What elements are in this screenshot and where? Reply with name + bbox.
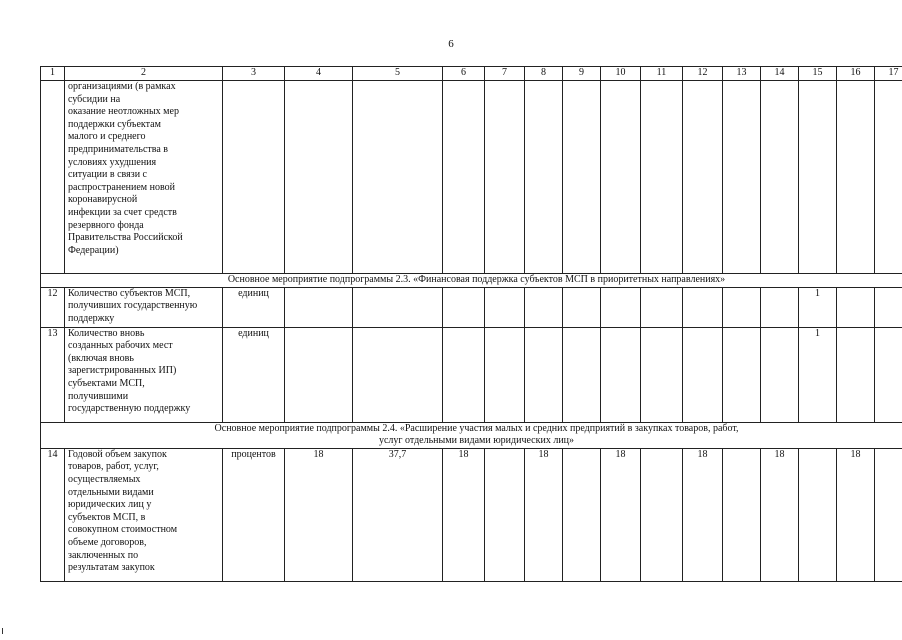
value-cell bbox=[641, 287, 683, 327]
value-cell: 18 bbox=[285, 448, 353, 581]
row-number-cell: 12 bbox=[41, 287, 65, 327]
row-number-cell: 13 bbox=[41, 327, 65, 422]
value-cell bbox=[601, 81, 641, 274]
indicator-text-line: заключенных по bbox=[68, 549, 139, 561]
section-row bbox=[41, 274, 902, 288]
section-row bbox=[41, 422, 902, 448]
value-cell bbox=[353, 81, 443, 274]
row-number-cell bbox=[41, 81, 65, 274]
value-cell: 37,7 bbox=[353, 448, 443, 581]
indicator-text-line: государственную поддержку bbox=[68, 403, 191, 415]
value-cell: 18 bbox=[601, 448, 641, 581]
value-cell: 1 bbox=[799, 287, 837, 327]
scan-margin-mark bbox=[2, 628, 3, 634]
column-header: 4 bbox=[285, 67, 353, 81]
column-header: 6 bbox=[443, 67, 485, 81]
value-cell bbox=[683, 327, 723, 422]
indicator-name-cell bbox=[65, 448, 223, 581]
indicator-name-cell bbox=[65, 327, 223, 422]
value-cell: 18 bbox=[443, 448, 485, 581]
indicator-text-line: Количество субъектов МСП, bbox=[68, 287, 191, 299]
indicator-text-line: Годовой объем закупок bbox=[68, 448, 167, 460]
table-row bbox=[41, 327, 902, 422]
column-header: 15 bbox=[799, 67, 837, 81]
value-cell: 18 bbox=[683, 448, 723, 581]
value-cell bbox=[485, 327, 525, 422]
value-cell: 1 bbox=[799, 327, 837, 422]
value-cell bbox=[799, 448, 837, 581]
value-cell bbox=[285, 327, 353, 422]
indicator-text-line: ситуации в связи с bbox=[68, 169, 147, 181]
value-cell bbox=[601, 327, 641, 422]
page-number: 6 bbox=[448, 38, 454, 50]
value-cell bbox=[723, 448, 761, 581]
value-cell bbox=[525, 327, 563, 422]
indicator-text-line: малого и среднего bbox=[68, 131, 146, 143]
value-cell bbox=[837, 327, 875, 422]
value-cell bbox=[683, 287, 723, 327]
value-cell bbox=[837, 287, 875, 327]
value-cell bbox=[353, 287, 443, 327]
column-header: 11 bbox=[641, 67, 683, 81]
indicator-text-line: получившими bbox=[68, 390, 129, 402]
value-cell bbox=[525, 287, 563, 327]
column-header: 7 bbox=[485, 67, 525, 81]
value-cell bbox=[683, 81, 723, 274]
indicator-text-line: резервного фонда bbox=[68, 219, 144, 231]
indicator-text-line: юридических лиц у bbox=[68, 499, 152, 511]
value-cell bbox=[799, 81, 837, 274]
column-header: 12 bbox=[683, 67, 723, 81]
row-number-cell: 14 bbox=[41, 448, 65, 581]
value-cell: 18 bbox=[525, 448, 563, 581]
value-cell bbox=[723, 81, 761, 274]
column-header: 14 bbox=[761, 67, 799, 81]
column-header: 1 bbox=[41, 67, 65, 81]
value-cell bbox=[563, 327, 601, 422]
value-cell bbox=[601, 287, 641, 327]
column-header: 5 bbox=[353, 67, 443, 81]
table-row bbox=[41, 287, 902, 327]
indicator-text-line: результатам закупок bbox=[68, 562, 155, 574]
column-header: 2 bbox=[65, 67, 223, 81]
indicator-name-cell bbox=[65, 287, 223, 327]
indicator-text-line: условиях ухудшения bbox=[68, 156, 157, 168]
indicator-text-line: товаров, работ, услуг, bbox=[68, 461, 159, 473]
indicator-text-line: объеме договоров, bbox=[68, 536, 147, 548]
column-header: 10 bbox=[601, 67, 641, 81]
value-cell bbox=[837, 81, 875, 274]
section-title-2-4 bbox=[41, 422, 902, 448]
value-cell bbox=[353, 327, 443, 422]
value-cell bbox=[485, 81, 525, 274]
value-cell bbox=[285, 81, 353, 274]
value-cell bbox=[875, 81, 902, 274]
column-number-row bbox=[41, 67, 902, 81]
indicator-text-line: Федерации) bbox=[68, 244, 119, 256]
unit-cell: единиц bbox=[223, 327, 285, 422]
value-cell: 18 bbox=[761, 448, 799, 581]
indicator-text-line: субъектов МСП, в bbox=[68, 511, 146, 523]
column-header: 9 bbox=[563, 67, 601, 81]
column-header: 3 bbox=[223, 67, 285, 81]
table-row-continued bbox=[41, 81, 902, 274]
indicator-text-line: предпринимательства в bbox=[68, 143, 169, 155]
value-cell bbox=[723, 287, 761, 327]
indicator-text-line: получивших государственную bbox=[68, 300, 198, 312]
section-title-line: Основное мероприятие подпрограммы 2.4. «Расширение участия малых и средних предприятий в закупках товаров, работ, bbox=[214, 422, 739, 434]
unit-cell: единиц bbox=[223, 287, 285, 327]
indicator-text-line: субъектами МСП, bbox=[68, 377, 145, 389]
value-cell bbox=[723, 327, 761, 422]
value-cell bbox=[485, 448, 525, 581]
unit-cell: процентов bbox=[223, 448, 285, 581]
value-cell bbox=[563, 81, 601, 274]
indicators-table bbox=[40, 66, 902, 582]
value-cell bbox=[875, 327, 902, 422]
indicator-text-line: созданных рабочих мест bbox=[68, 340, 173, 352]
value-cell bbox=[443, 287, 485, 327]
value-cell bbox=[641, 448, 683, 581]
indicator-text-line: инфекции за счет средств bbox=[68, 206, 177, 218]
value-cell: 18 bbox=[837, 448, 875, 581]
indicator-text-line: коронавирусной bbox=[68, 194, 138, 206]
value-cell bbox=[761, 81, 799, 274]
value-cell bbox=[641, 327, 683, 422]
value-cell bbox=[443, 327, 485, 422]
indicator-text-line: поддержку bbox=[68, 312, 115, 324]
value-cell bbox=[875, 287, 902, 327]
indicator-text-line: Правительства Российской bbox=[68, 232, 183, 244]
column-header: 13 bbox=[723, 67, 761, 81]
indicator-text-line: зарегистрированных ИП) bbox=[68, 365, 177, 377]
value-cell bbox=[761, 327, 799, 422]
value-cell bbox=[285, 287, 353, 327]
indicator-text-line: осуществляемых bbox=[68, 473, 141, 485]
value-cell bbox=[485, 287, 525, 327]
section-title-line: услуг отдельными видами юридических лиц» bbox=[378, 435, 575, 447]
indicator-text-line: оказание неотложных мер bbox=[68, 106, 179, 118]
indicator-text-line: организациями (в рамках bbox=[68, 81, 176, 92]
column-header: 17 bbox=[875, 67, 902, 81]
indicator-text-line: отдельными видами bbox=[68, 486, 154, 498]
value-cell bbox=[525, 81, 563, 274]
indicator-name-cell bbox=[65, 81, 223, 274]
column-header: 8 bbox=[525, 67, 563, 81]
indicator-text-line: распространением новой bbox=[68, 181, 175, 193]
value-cell bbox=[563, 287, 601, 327]
value-cell bbox=[563, 448, 601, 581]
value-cell bbox=[443, 81, 485, 274]
indicator-text-line: Количество вновь bbox=[68, 327, 145, 339]
indicator-text-line: совокупном стоимостном bbox=[68, 524, 178, 536]
value-cell bbox=[641, 81, 683, 274]
indicator-text-line: субсидии на bbox=[68, 93, 121, 105]
unit-cell bbox=[223, 81, 285, 274]
table-row bbox=[41, 448, 902, 581]
value-cell bbox=[875, 448, 902, 581]
indicator-text-line: поддержки субъектам bbox=[68, 118, 161, 130]
indicator-text-line: (включая вновь bbox=[68, 352, 134, 364]
column-header: 16 bbox=[837, 67, 875, 81]
section-title-2-3: Основное мероприятие подпрограммы 2.3. «Финансовая поддержка субъектов МСП в приоритетных направлениях» bbox=[41, 274, 902, 288]
value-cell bbox=[761, 287, 799, 327]
